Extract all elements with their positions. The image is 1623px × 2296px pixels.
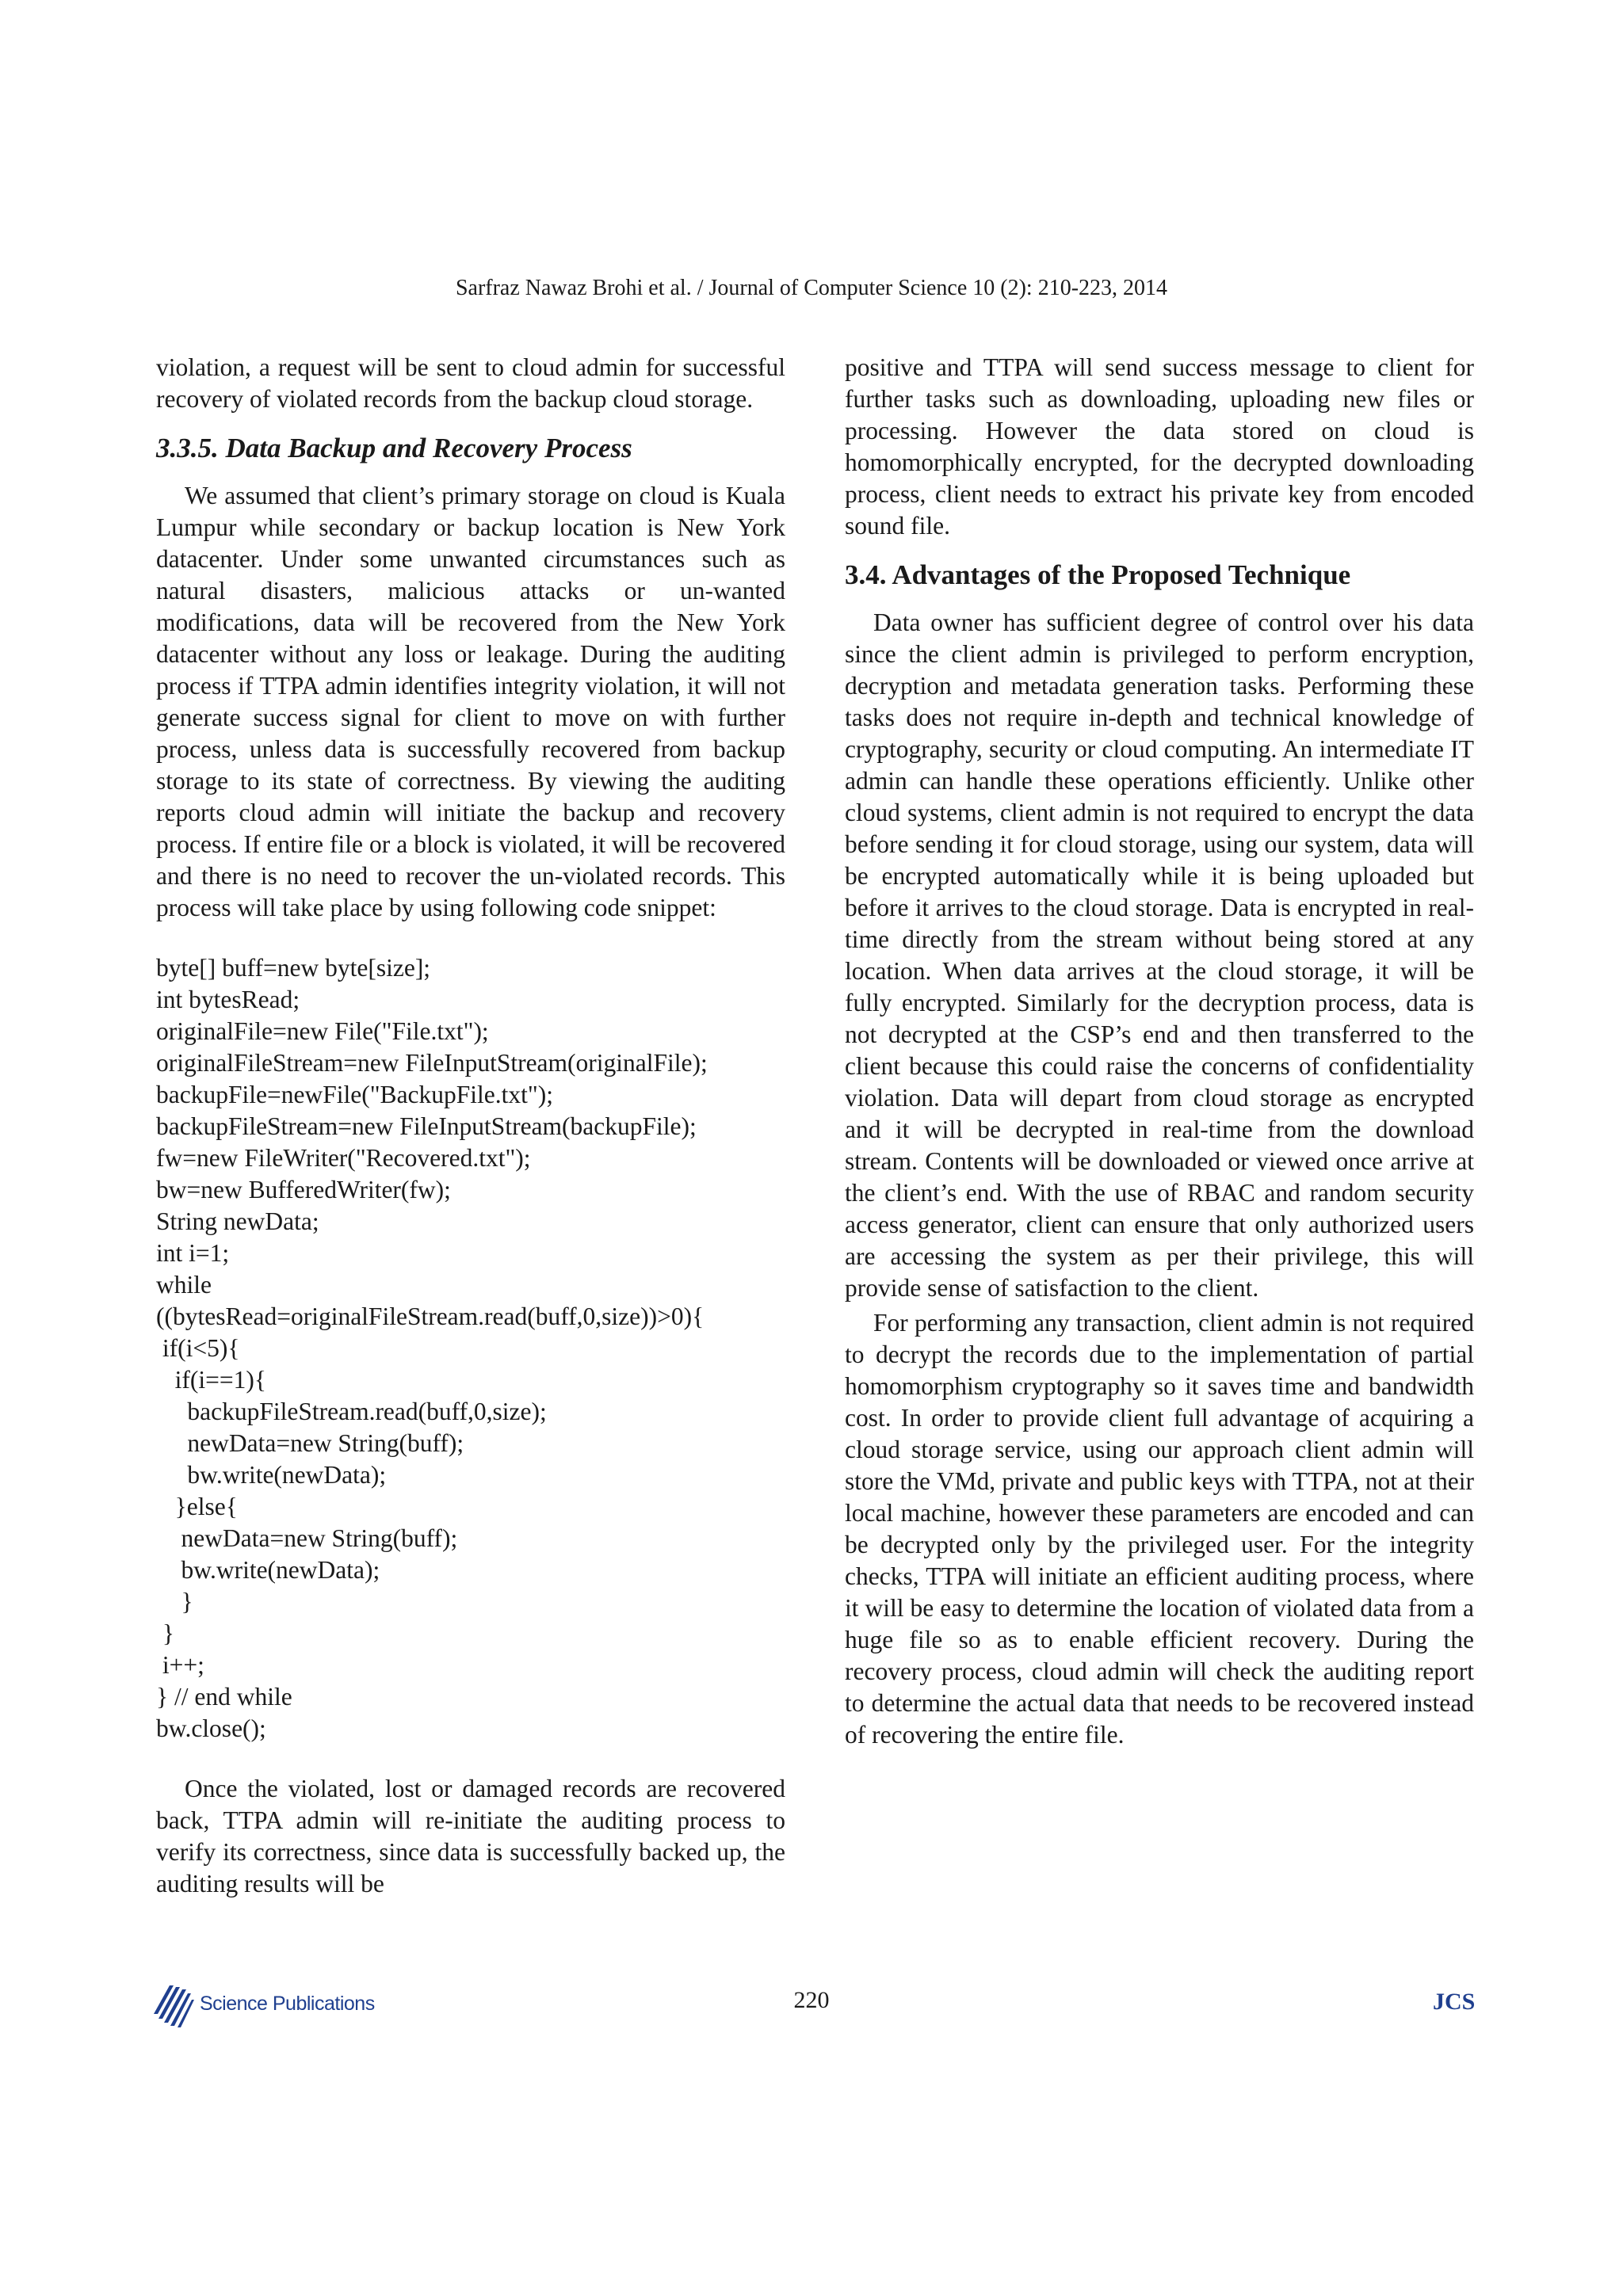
left-column: [156, 352, 785, 1900]
code-line: if(i<5){: [156, 1334, 240, 1362]
journal-abbreviation: JCS: [1433, 1989, 1476, 2015]
publisher-name: Science Publications: [200, 1992, 375, 2015]
code-line: int bytesRead;: [156, 986, 300, 1013]
code-line: bw.write(newData);: [156, 1556, 380, 1584]
right-paragraph-2: Data owner has sufficient degree of control over his data since the client admin is privileged to perform encryption, decryption and metadata generation tasks. Performing these tasks does not require in-depth and technical knowledge of cryptography, security or cloud computing. An intermediate IT admin can handle these operations efficiently. Unlike other cloud systems, client admin is not required to encrypt the data before sending it for cloud storage, using our system, data will be encrypted automatically while it is being uploaded but before it arrives to the cloud storage. Data is encrypted in real-time directly from the stream without being stored at any location. When data arrives at the cloud storage, it will be fully encrypted. Similarly for the decryption process, data is not decrypted at the CSP’s end and then transferred to the client because this could raise the concerns of confidentiality violation. Data will depart from cloud storage as encrypted and it will be decrypted in real-time from the download stream. Contents will be downloaded or viewed once arrive at the client’s end. With the use of RBAC and random security access generator, client can ensure that only authorized users are accessing the system as per their privilege, this will provide sense of satisfaction to the client.: [845, 608, 1474, 1302]
code-line: bw=new BufferedWriter(fw);: [156, 1176, 451, 1203]
section-heading-3-3-5: 3.3.5. Data Backup and Recovery Process: [156, 433, 632, 463]
code-line: int i=1;: [156, 1239, 230, 1267]
code-line: newData=new String(buff);: [156, 1429, 464, 1457]
code-line: backupFile=newFile("BackupFile.txt");: [156, 1081, 554, 1108]
code-line: newData=new String(buff);: [156, 1524, 458, 1552]
left-paragraph-1: violation, a request will be sent to cloud admin for successful recovery of violated records from the backup cloud storage.: [156, 353, 785, 413]
code-line: backupFileStream=new FileInputStream(backupFile);: [156, 1112, 697, 1140]
code-line: while: [156, 1271, 212, 1299]
code-line: }: [156, 1588, 193, 1615]
right-paragraph-1: positive and TTPA will send success message to client for further tasks such as downloading, uploading new files or processing. However the data stored on cloud is homomorphically encrypted, for the decrypted downloading process, client needs to extract his private key from encoded sound file.: [845, 353, 1474, 540]
code-line: }else{: [156, 1493, 238, 1520]
code-line: }: [156, 1619, 174, 1647]
code-line: bw.close();: [156, 1714, 266, 1742]
code-line: ((bytesRead=originalFileStream.read(buff,0,size))>0){: [156, 1302, 705, 1330]
code-line: i++;: [156, 1651, 204, 1679]
section-heading-3-4: 3.4. Advantages of the Proposed Technique: [845, 559, 1351, 590]
code-line: originalFileStream=new FileInputStream(originalFile);: [156, 1049, 708, 1077]
code-line: bw.write(newData);: [156, 1461, 387, 1489]
left-paragraph-3: Once the violated, lost or damaged records are recovered back, TTPA admin will re-initiate the auditing process to verify its correctness, since data is successfully backed up, the auditing results will be: [156, 1775, 785, 1897]
running-head: Sarfraz Nawaz Brohi et al. / Journal of Computer Science 10 (2): 210-223, 2014: [455, 276, 1168, 300]
code-line: String newData;: [156, 1207, 319, 1235]
code-line: originalFile=new File("File.txt");: [156, 1017, 489, 1045]
code-snippet: [156, 952, 785, 1745]
left-paragraph-2: We assumed that client’s primary storage on cloud is Kuala Lumpur while secondary or backup location is New York datacenter. Under some unwanted circumstances such as natural disasters, malicious attacks or un-wanted modifications, data will be recovered from the New York datacenter without any loss or leakage. During the auditing process if TTPA admin identifies integrity violation, it will not generate success signal for client to move on with further process, unless data is successfully recovered from backup storage to its state of correctness. By viewing the auditing reports cloud admin will initiate the backup and recovery process. If entire file or a block is violated, it will be recovered and there is no need to recover the un-violated records. This process will take place by using following code snippet:: [156, 482, 785, 921]
code-line: backupFileStream.read(buff,0,size);: [156, 1398, 547, 1425]
code-line: fw=new FileWriter("Recovered.txt");: [156, 1144, 531, 1172]
code-line: byte[] buff=new byte[size];: [156, 954, 431, 982]
page-number: 220: [793, 1987, 830, 2013]
right-paragraph-3: For performing any transaction, client admin is not required to decrypt the records due to the implementation of partial homomorphism cryptography so it saves time and bandwidth cost. In order to provide client full advantage of acquiring a cloud storage service, using our approach client admin will store the VMd, private and public keys with TTPA, not at their local machine, however these parameters are encoded and can be decrypted only by the privileged user. For the integrity checks, TTPA will initiate an efficient auditing process, where it will be easy to determine the location of violated data from a huge file so as to enable efficient recovery. During the recovery process, cloud admin will check the auditing report to determine the actual data that needs to be recovered instead of recovering the entire file.: [845, 1309, 1474, 1749]
code-line: } // end while: [156, 1683, 292, 1711]
code-line: if(i==1){: [156, 1366, 266, 1394]
right-column: [845, 352, 1474, 1751]
